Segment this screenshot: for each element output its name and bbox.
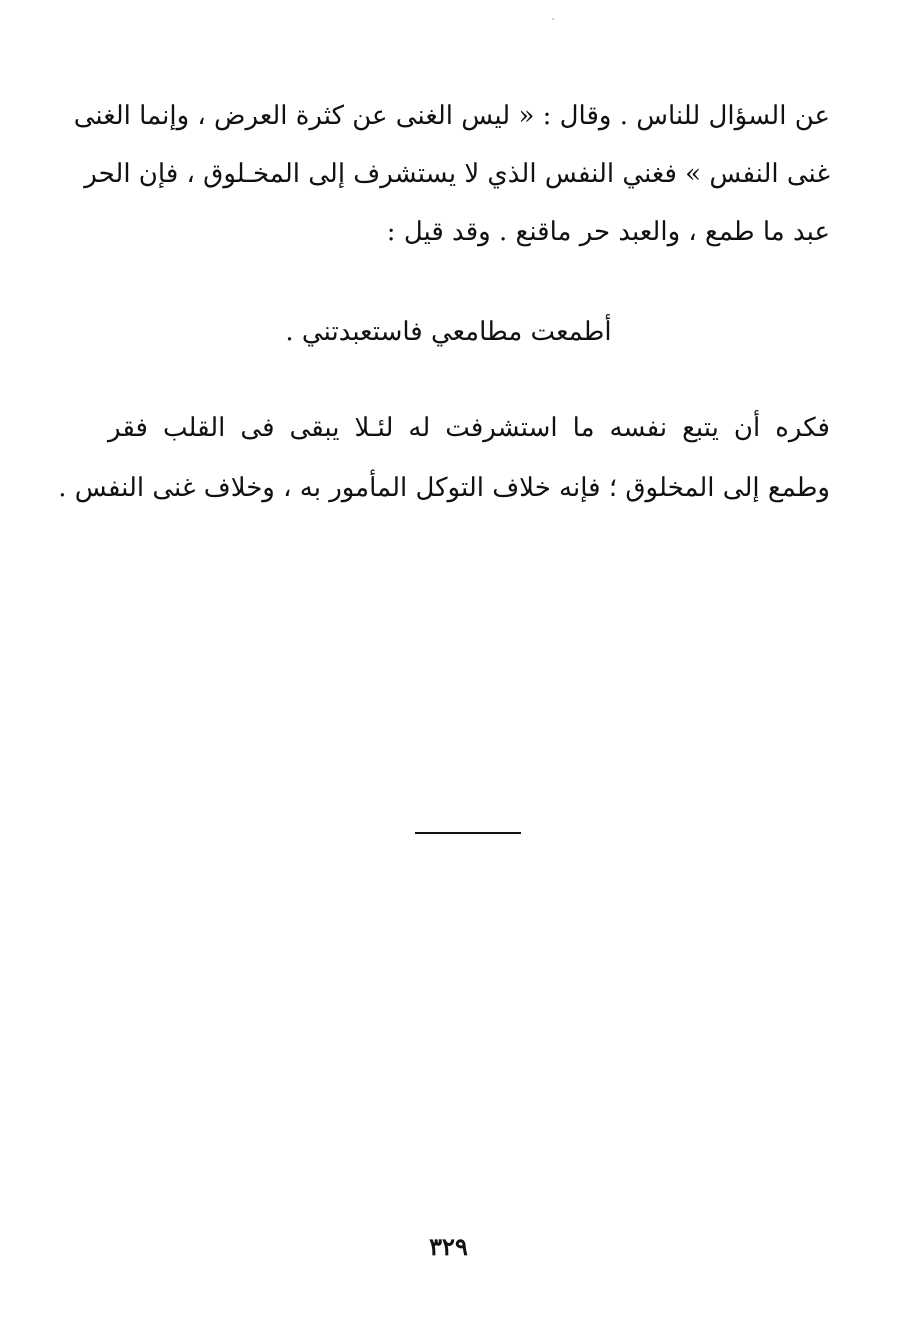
paragraph-2-line-1: فكره أن يتبع نفسه ما استشرفت له لئـلا يبقى فى القلب فقر [108,413,830,443]
page-number: ٣٢٩ [429,1232,468,1261]
paragraph-1-line-2: غنى النفس » فغني النفس الذي لا يستشرف إلى المخـلوق ، فإن الحر [84,159,830,189]
section-divider [415,832,521,834]
verse-line: أطمعت مطامعي فاستعبدتني . [285,317,612,347]
paragraph-2-line-2: وطمع إلى المخلوق ؛ فإنه خلاف التوكل المأمور به ، وخلاف غنى النفس . [58,473,830,503]
scan-speck [552,18,554,20]
paragraph-1-line-1: عن السؤال للناس . وقال : « ليس الغنى عن كثرة العرض ، وإنما الغنى [73,101,830,131]
paragraph-1-line-3: عبد ما طمع ، والعبد حر ماقنع . وقد قيل : [386,217,830,247]
